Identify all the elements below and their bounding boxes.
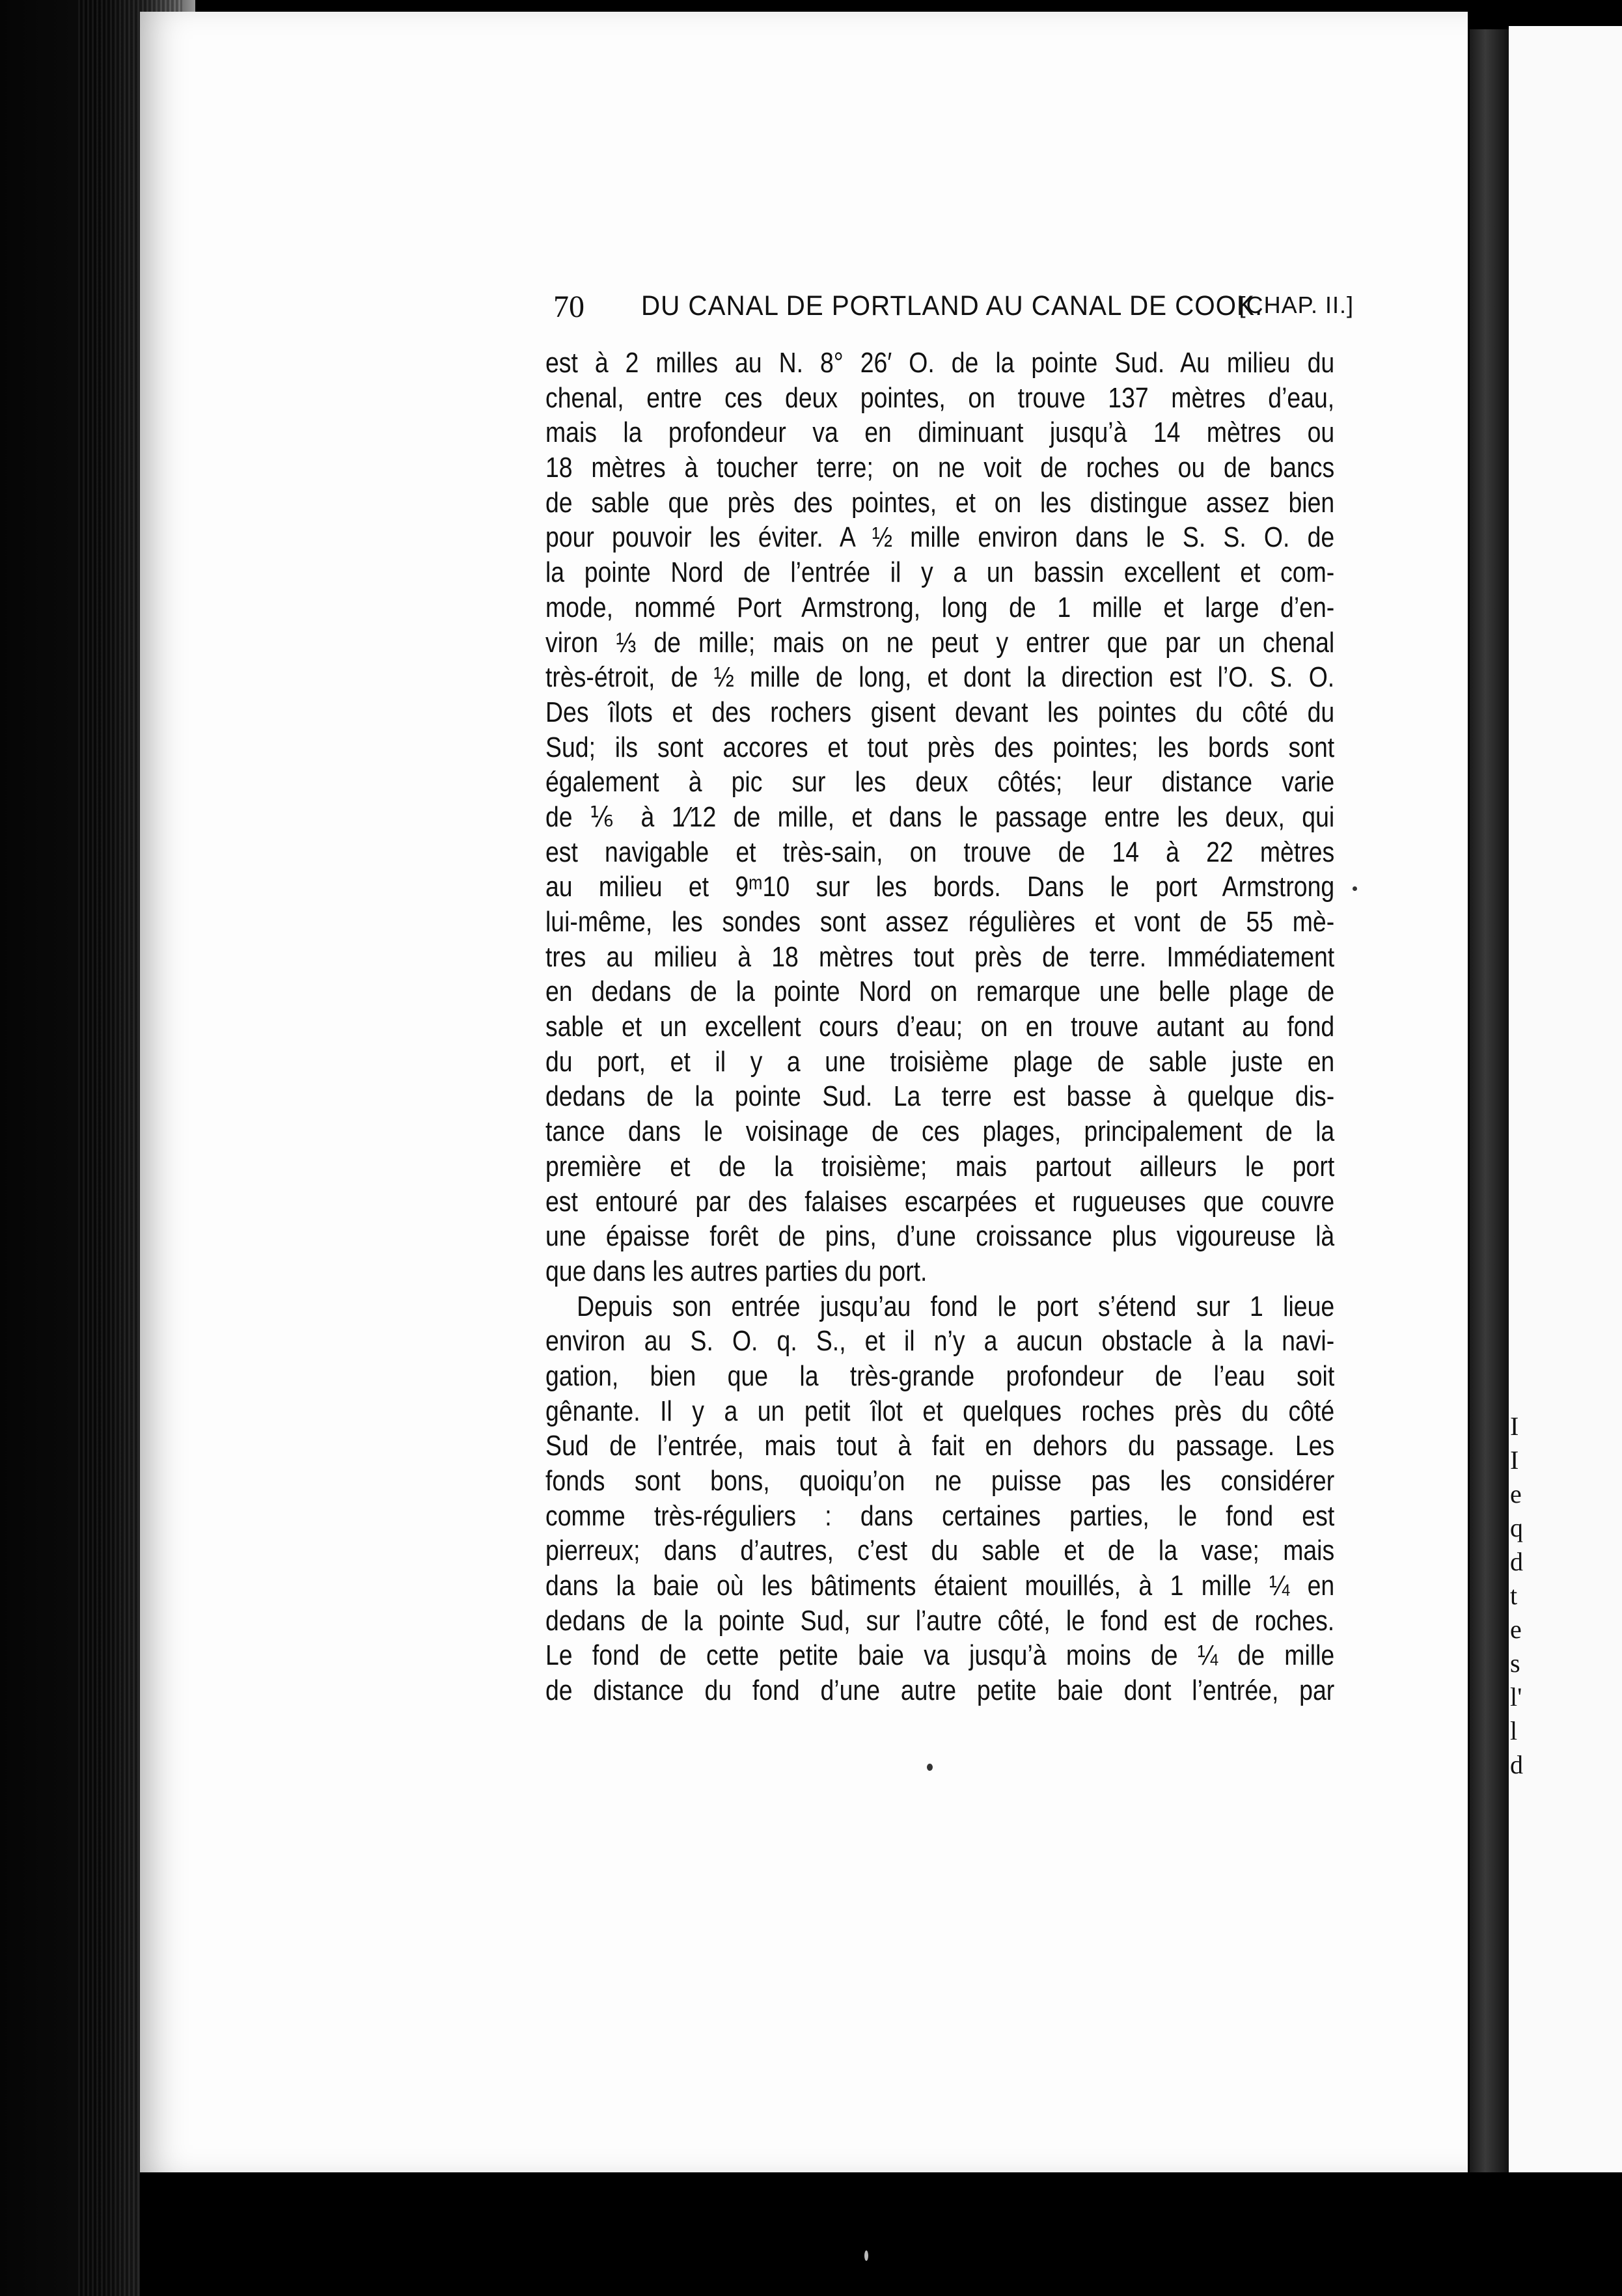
running-title: DU CANAL DE PORTLAND AU CANAL DE COOK. — [641, 290, 1263, 321]
text-line: 18 mètres à toucher terre; on ne voit de roches ou de bancs — [545, 452, 1335, 484]
ink-speck — [1353, 886, 1357, 891]
text-line: tance dans le voisinage de ces plages, principalement de la — [545, 1116, 1335, 1148]
text-line: de ⅙ à 1⁄12 de mille, et dans le passage entre les deux, qui — [545, 801, 1335, 833]
next-page-fragment: I — [1510, 1445, 1519, 1475]
text-line: comme très-réguliers : dans certaines parties, le fond est — [545, 1500, 1335, 1532]
text-line: mode, nommé Port Armstrong, long de 1 mille et large d’en- — [545, 592, 1335, 623]
text-line: que dans les autres parties du port. — [545, 1255, 928, 1287]
text-line: dedans de la pointe Sud. La terre est basse à quelque dis- — [545, 1081, 1335, 1113]
page-number: 70 — [553, 290, 584, 324]
ink-speck — [864, 2250, 868, 2261]
text-line: la pointe Nord de l’entrée il y a un bassin excellent et com- — [545, 557, 1335, 589]
ink-speck — [927, 1764, 933, 1771]
text-line: du port, et il y a une troisième plage de sable juste en — [545, 1046, 1335, 1078]
next-page-fragment: e — [1510, 1615, 1522, 1644]
text-line: pierreux; dans d’autres, c’est du sable et de la vase; mais — [545, 1535, 1335, 1567]
text-line: fonds sont bons, quoiqu’on ne puisse pas les considérer — [545, 1466, 1335, 1497]
next-page-edge — [1509, 26, 1622, 2193]
next-page-fragment: I — [1510, 1412, 1519, 1441]
next-page-fragment: l — [1510, 1716, 1518, 1745]
text-line: également à pic sur les deux côtés; leur distance varie — [545, 767, 1335, 799]
text-line: Des îlots et des rochers gisent devant les pointes du côté du — [545, 696, 1335, 728]
body-text — [545, 346, 1334, 1709]
next-page-fragment: d — [1510, 1547, 1523, 1576]
text-line: chenal, entre ces deux pointes, on trouve 137 mètres d’eau, — [545, 382, 1335, 414]
text-line: dedans de la pointe Sud, sur l’autre côté, le fond est de roches. — [545, 1605, 1335, 1637]
running-head — [553, 285, 1354, 331]
text-line: Depuis son entrée jusqu’au fond le port s’étend sur 1 lieue — [577, 1291, 1335, 1322]
text-line: Sud; ils sont accores et tout près des pointes; les bords sont — [545, 731, 1335, 763]
text-line: est à 2 milles au N. 8° 26′ O. de la pointe Sud. Au milieu du — [545, 348, 1335, 379]
text-line: tres au milieu à 18 mètres tout près de terre. Immédiatement — [545, 941, 1335, 973]
text-line: de sable que près des pointes, et on les distingue assez bien — [545, 487, 1335, 519]
text-line: viron ⅓ de mille; mais on ne peut y entrer que par un chenal — [545, 627, 1335, 659]
text-line: sable et un excellent cours d’eau; on en trouve autant au fond — [545, 1011, 1335, 1043]
text-line: pour pouvoir les éviter. A ½ mille environ dans le S. S. O. de — [545, 522, 1335, 554]
book-spine — [1470, 29, 1509, 2177]
chapter-label: [CHAP. II.] — [1239, 292, 1354, 318]
text-line: environ au S. O. q. S., et il n’y a aucun obstacle à la navi- — [545, 1326, 1335, 1358]
text-line: Sud de l’entrée, mais tout à fait en dehors du passage. Les — [545, 1430, 1335, 1462]
text-line: première et de la troisième; mais partout ailleurs le port — [545, 1151, 1335, 1182]
next-page-fragment: s — [1510, 1648, 1520, 1678]
text-line: Le fond de cette petite baie va jusqu’à moins de ¼ de mille — [545, 1640, 1335, 1672]
text-line: très-étroit, de ½ mille de long, et dont la direction est l’O. S. O. — [545, 662, 1335, 694]
text-line: est entouré par des falaises escarpées et rugueuses que couvre — [545, 1186, 1335, 1218]
text-line: gation, bien que la très-grande profondeur de l’eau soit — [545, 1360, 1335, 1392]
text-line: de distance du fond d’une autre petite baie dont l’entrée, par — [545, 1675, 1335, 1707]
text-line: en dedans de la pointe Nord on remarque une belle plage de — [545, 976, 1335, 1008]
next-page-fragment: q — [1510, 1513, 1523, 1542]
text-line: gênante. Il y a un petit îlot et quelques roches près du côté — [545, 1395, 1335, 1427]
scan-bottom-border — [140, 2172, 1622, 2296]
next-page-fragment: t — [1510, 1581, 1518, 1610]
text-line: lui-même, les sondes sont assez régulières et vont de 55 mè- — [545, 907, 1335, 938]
next-page-fragment: d — [1510, 1750, 1523, 1779]
text-line: dans la baie où les bâtiments étaient mouillés, à 1 mille ¼ en — [545, 1570, 1335, 1602]
text-line: une épaisse forêt de pins, d’une croissance plus vigoureuse là — [545, 1221, 1335, 1253]
next-page-fragment: l' — [1510, 1682, 1522, 1712]
text-line: au milieu et 9ᵐ10 sur les bords. Dans le port Armstrong — [545, 871, 1335, 903]
next-page-fragment: e — [1510, 1479, 1522, 1509]
text-line: est navigable et très-sain, on trouve de 14 à 22 mètres — [545, 836, 1335, 868]
text-line: mais la profondeur va en diminuant jusqu’à 14 mètres ou — [545, 417, 1335, 449]
